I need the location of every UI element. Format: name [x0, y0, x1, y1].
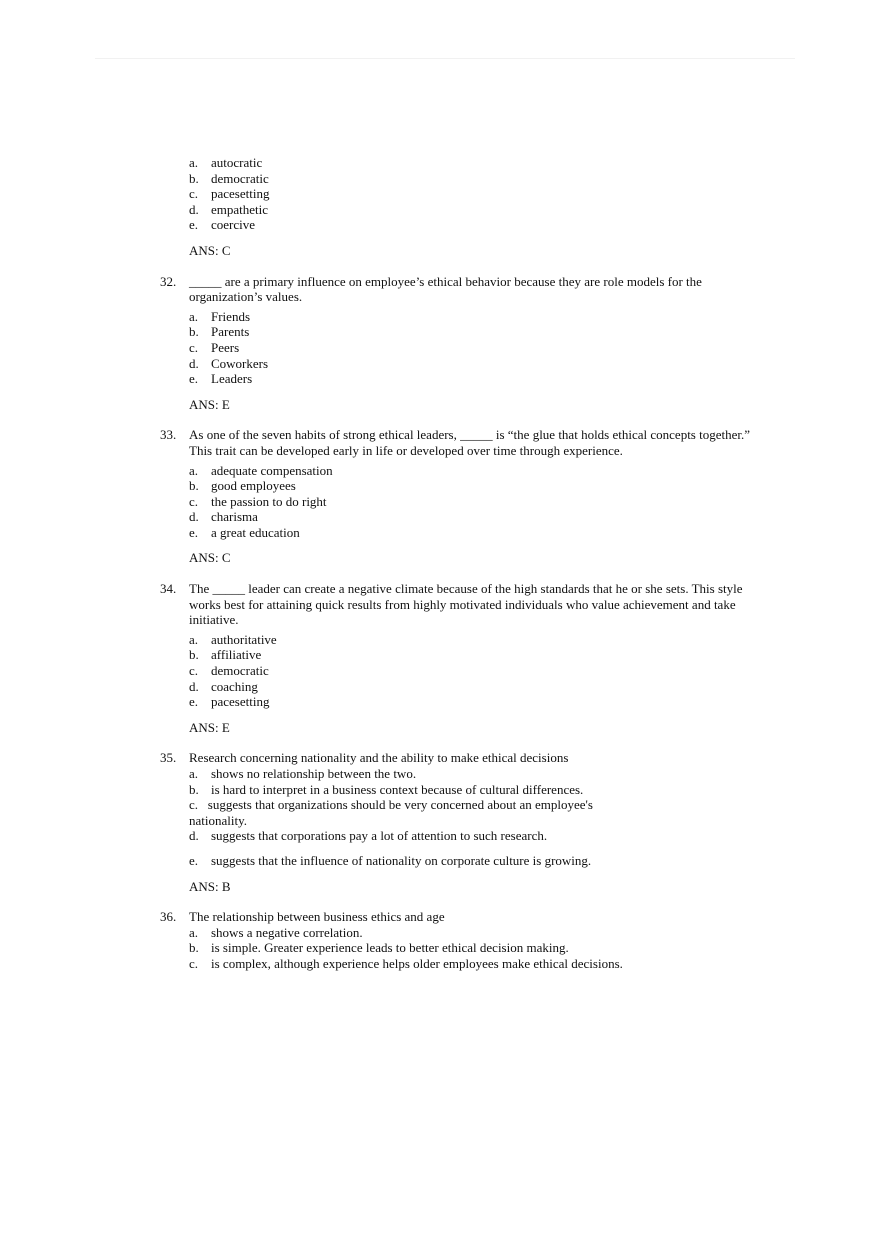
list-item: a. shows no relationship between the two. — [189, 766, 417, 781]
preceding-options — [160, 155, 760, 233]
spacer — [160, 844, 760, 853]
question-stem: 34. The _____ leader can create a negative climate because of the high standards that he or she sets. This style works best for attaining quick results from highly motivated individuals who value achievement and take initiative. — [160, 581, 743, 628]
list-item: a. Friends — [189, 308, 250, 324]
list-item: b. Parents — [189, 324, 250, 340]
list-item: b. democratic — [189, 170, 269, 186]
answer-key: ANS: C — [189, 242, 231, 258]
list-item: c. the passion to do right — [189, 493, 327, 509]
list-item: c. suggests that organizations should be very concerned about an employee's nationality. — [189, 797, 593, 828]
list-item: a. adequate compensation — [189, 462, 333, 478]
question-stem: 33. As one of the seven habits of strong ethical leaders, _____ is “the glue that holds ethical concepts together.” This trait can be developed early in life or developed over time through experience. — [160, 427, 751, 458]
question-stem: 32. _____ are a primary influence on employee’s ethical behavior because they are role models for the organization’s values. — [160, 273, 702, 305]
list-item: a. autocratic — [189, 155, 263, 170]
list-item: b. is hard to interpret in a business context because of cultural differences. — [189, 781, 584, 797]
list-item: a. shows a negative correlation. — [189, 924, 363, 940]
options-list — [160, 632, 760, 710]
question-stem: 35. Research concerning nationality and the ability to make ethical decisions — [160, 750, 569, 766]
list-item: e. coercive — [189, 217, 256, 233]
list-item: b. is simple. Greater experience leads to better ethical decision making. — [189, 940, 569, 956]
question-list — [160, 155, 760, 972]
list-item: d. charisma — [189, 509, 258, 525]
list-item: a. authoritative — [189, 631, 277, 647]
options-list — [160, 463, 760, 541]
list-item: c. democratic — [189, 663, 269, 679]
list-item: e. Leaders — [189, 371, 253, 387]
list-item: c. is complex, although experience helps older employees make ethical decisions. — [189, 955, 623, 971]
question-stem: 36. The relationship between business ethics and age — [160, 909, 445, 925]
list-item: b. good employees — [189, 478, 296, 494]
list-item: b. affiliative — [189, 647, 262, 663]
list-item: c. Peers — [189, 339, 240, 355]
answer-key: ANS: E — [189, 719, 230, 735]
list-item: d. suggests that corporations pay a lot of attention to such research. — [189, 828, 548, 844]
list-item: c. pacesetting — [189, 186, 270, 202]
list-item: e. pacesetting — [189, 694, 270, 710]
header-rule — [95, 58, 795, 59]
options-list — [160, 309, 760, 387]
list-item: e. suggests that the influence of nationality on corporate culture is growing. — [189, 852, 592, 868]
options-list — [160, 925, 760, 972]
answer-key: ANS: B — [189, 878, 231, 894]
list-item: d. Coworkers — [189, 355, 269, 371]
list-item: e. a great education — [189, 524, 300, 540]
list-item: d. empathetic — [189, 201, 269, 217]
list-item: d. coaching — [189, 678, 258, 694]
options-list — [160, 766, 760, 869]
answer-key: ANS: E — [189, 396, 230, 412]
answer-key: ANS: C — [189, 550, 231, 566]
